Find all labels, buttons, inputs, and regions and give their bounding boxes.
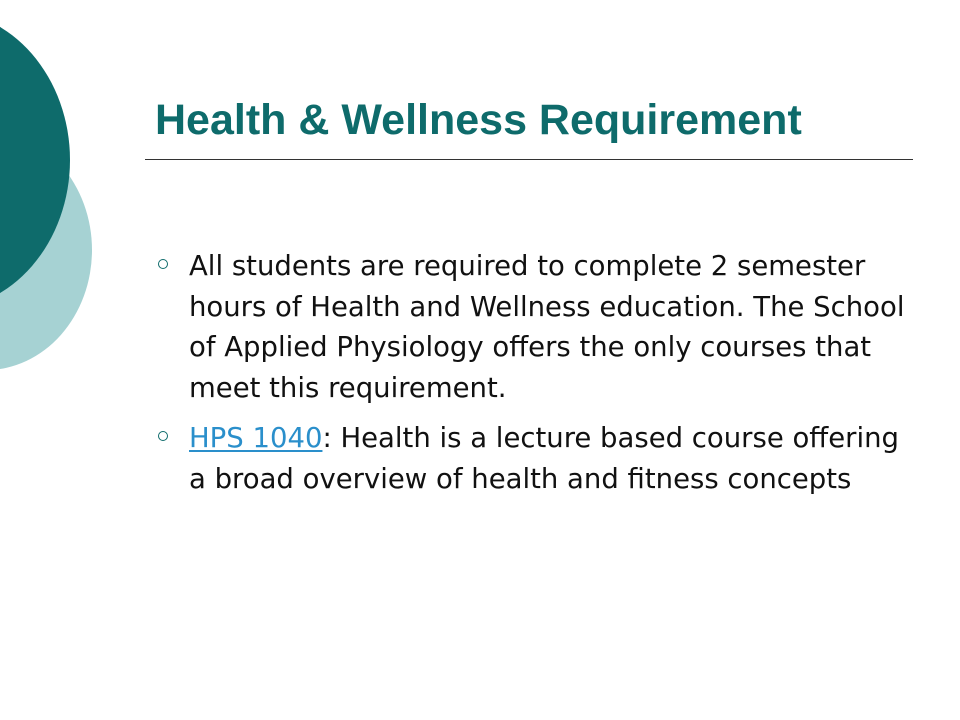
bullet-text: All students are required to complete 2 semester hours of Health and Wellness education. The School of Applied Physiology offers the only courses that meet this requirement. [189, 250, 905, 404]
slide-title: Health & Wellness Requirement [155, 96, 802, 144]
circle-bullet-icon [158, 259, 168, 269]
bullet-item-requirement [158, 246, 918, 408]
bullet-item-hps-1040 [158, 418, 918, 499]
course-link-hps-1040[interactable]: HPS 1040 [189, 422, 323, 454]
title-divider [145, 159, 913, 160]
bullet-list [158, 246, 918, 509]
circle-bullet-icon [158, 431, 168, 441]
bullet-text: : Health is a lecture based course offering a broad overview of health and fitness concepts [189, 422, 899, 495]
